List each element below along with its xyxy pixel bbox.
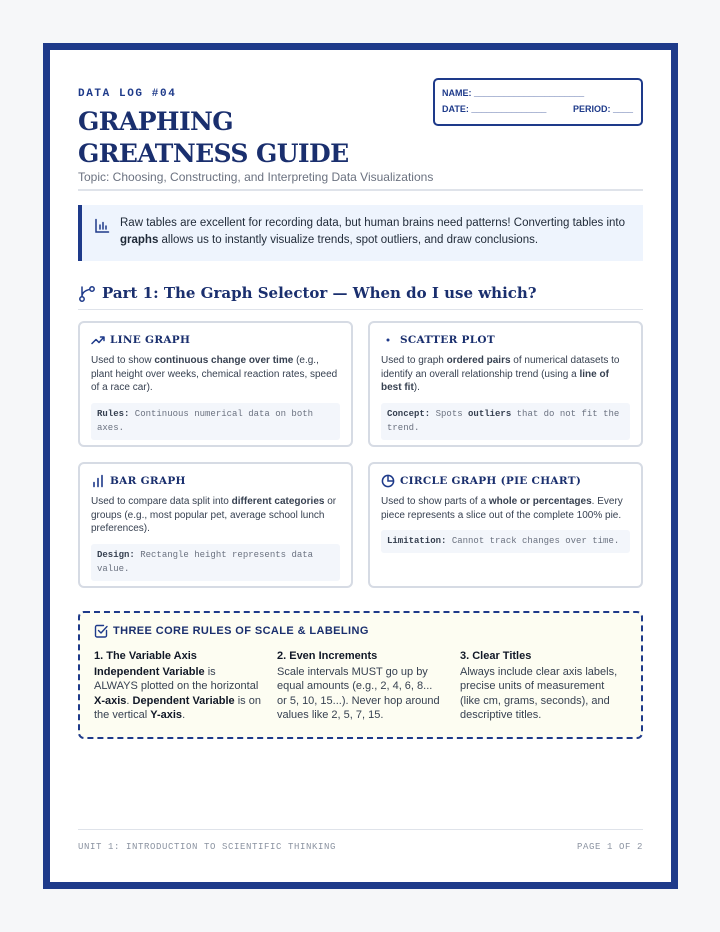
footer-unit: UNIT 1: INTRODUCTION TO SCIENTIFIC THINKING	[78, 842, 337, 852]
card-title-text: SCATTER PLOT	[400, 334, 495, 346]
date-period-row	[442, 104, 633, 120]
card-line-graph	[78, 321, 353, 447]
bar-chart-icon	[91, 474, 105, 488]
desc-bold: whole or percentages	[488, 496, 592, 507]
rule-text-part: is on the vertical	[94, 694, 261, 722]
desc-text: . Every piece represents a slice out of the complete 100% pie.	[381, 496, 623, 521]
rules-columns	[94, 649, 627, 723]
note-label: Rules:	[97, 408, 130, 419]
part1-divider	[78, 309, 643, 310]
footer-page-number: PAGE 1 OF 2	[576, 842, 643, 852]
rule-text: Always include clear axis labels, precise units of measurement (like cm, grams, seconds), and descriptive titles.	[460, 665, 618, 722]
branch-icon	[78, 285, 96, 303]
card-note	[381, 403, 630, 440]
card-description	[91, 354, 340, 395]
rule-variable-axis	[94, 649, 261, 723]
card-title	[91, 334, 340, 350]
card-description	[381, 354, 630, 395]
desc-text: ).	[413, 382, 420, 394]
note-text: Spots	[430, 408, 469, 419]
dot-icon	[381, 333, 395, 347]
name-field[interactable]: NAME: ______________________	[442, 88, 585, 98]
bar-chart-icon	[94, 218, 110, 234]
note-text: that do not fit the trend.	[387, 408, 620, 433]
rule-text: Scale intervals MUST go up by equal amounts (e.g., 2, 4, 6, 8... or 5, 10, 15...). Never hop around values like 2, 5, 7, 15.	[277, 665, 440, 722]
date-field[interactable]: DATE: _______________	[442, 104, 547, 114]
desc-bold: ordered pairs	[446, 355, 511, 366]
card-title-text: CIRCLE GRAPH (PIE CHART)	[400, 475, 582, 487]
rules-heading	[94, 625, 627, 645]
desc-text: (e.g., plant height over weeks, chemical reaction rates, speed of a race car).	[91, 355, 338, 394]
rule-title: 3. Clear Titles	[460, 650, 532, 662]
card-circle-graph	[368, 462, 643, 588]
worksheet-page	[43, 43, 678, 889]
core-rules-box	[78, 611, 643, 739]
rule-bold: X-axis	[94, 694, 127, 707]
part1-heading	[78, 284, 537, 302]
page-title: GRAPHING GREATNESS GUIDE	[78, 107, 349, 168]
page-subtitle: Topic: Choosing, Constructing, and Interpreting Data Visualizations	[78, 170, 434, 184]
rule-title: 2. Even Increments	[277, 650, 378, 662]
rule-text-part: is ALWAYS plotted on the horizontal	[94, 665, 259, 693]
student-info-box	[433, 78, 643, 126]
desc-bold: continuous change over time	[154, 355, 294, 366]
desc-text: Used to compare data split into	[91, 496, 232, 507]
note-text: Rectangle height represents data value.	[97, 549, 314, 574]
rule-bold: Independent Variable	[94, 665, 205, 678]
card-title	[381, 334, 630, 350]
desc-text: or groups (e.g., most popular pet, average school lunch preferences).	[91, 496, 337, 535]
intro-callout	[78, 205, 643, 261]
pie-chart-icon	[381, 474, 395, 488]
card-note	[381, 530, 630, 553]
card-bar-graph	[78, 462, 353, 588]
callout-text-2: allows us to instantly visualize trends, spot outliers, and draw conclusions.	[158, 234, 539, 246]
callout-bold: graphs	[120, 234, 159, 246]
rules-title: THREE CORE RULES OF SCALE & LABELING	[113, 625, 369, 637]
note-label: Design:	[97, 549, 135, 560]
note-label: Limitation:	[387, 536, 447, 547]
rule-title: 1. The Variable Axis	[94, 650, 197, 662]
footer-divider	[78, 829, 643, 830]
rule-bold: Y-axis	[150, 709, 183, 722]
note-text: Continuous numerical data on both axes.	[97, 408, 314, 433]
rule-text-part: .	[126, 694, 133, 707]
page-content	[78, 50, 643, 882]
note-text: Cannot track changes over time.	[446, 536, 620, 547]
desc-text: Used to show	[91, 355, 155, 366]
card-description	[381, 495, 630, 522]
rule-text	[94, 665, 261, 723]
card-title	[381, 475, 630, 491]
log-id: DATA LOG #04	[78, 88, 177, 100]
rule-even-increments	[277, 649, 444, 723]
trend-line-icon	[91, 333, 105, 347]
header-divider	[78, 189, 643, 191]
desc-bold: different categories	[231, 496, 325, 507]
note-bold: outliers	[468, 408, 512, 419]
desc-text: of numerical datasets to identify an overall relationship trend (using a	[381, 355, 620, 380]
note-label: Concept:	[387, 408, 431, 419]
card-description	[91, 495, 340, 536]
card-note	[91, 403, 340, 440]
callout-text-1: Raw tables are excellent for recording data, but human brains need patterns! Converting tables into	[120, 217, 626, 229]
rule-bold: Dependent Variable	[132, 694, 235, 707]
checkbox-icon	[94, 624, 108, 638]
desc-bold: line of best fit	[381, 368, 609, 394]
desc-text: Used to graph	[381, 355, 447, 366]
card-note	[91, 544, 340, 581]
card-title-text: LINE GRAPH	[110, 334, 191, 346]
card-title-text: BAR GRAPH	[110, 475, 186, 487]
card-scatter-plot	[368, 321, 643, 447]
rule-text-part: .	[182, 709, 186, 722]
part1-title: Part 1: The Graph Selector — When do I use which?	[102, 284, 537, 302]
period-field[interactable]: PERIOD: ____	[572, 104, 633, 114]
card-title	[91, 475, 340, 491]
rule-clear-titles	[460, 649, 627, 723]
desc-text: Used to show parts of a	[381, 496, 489, 507]
